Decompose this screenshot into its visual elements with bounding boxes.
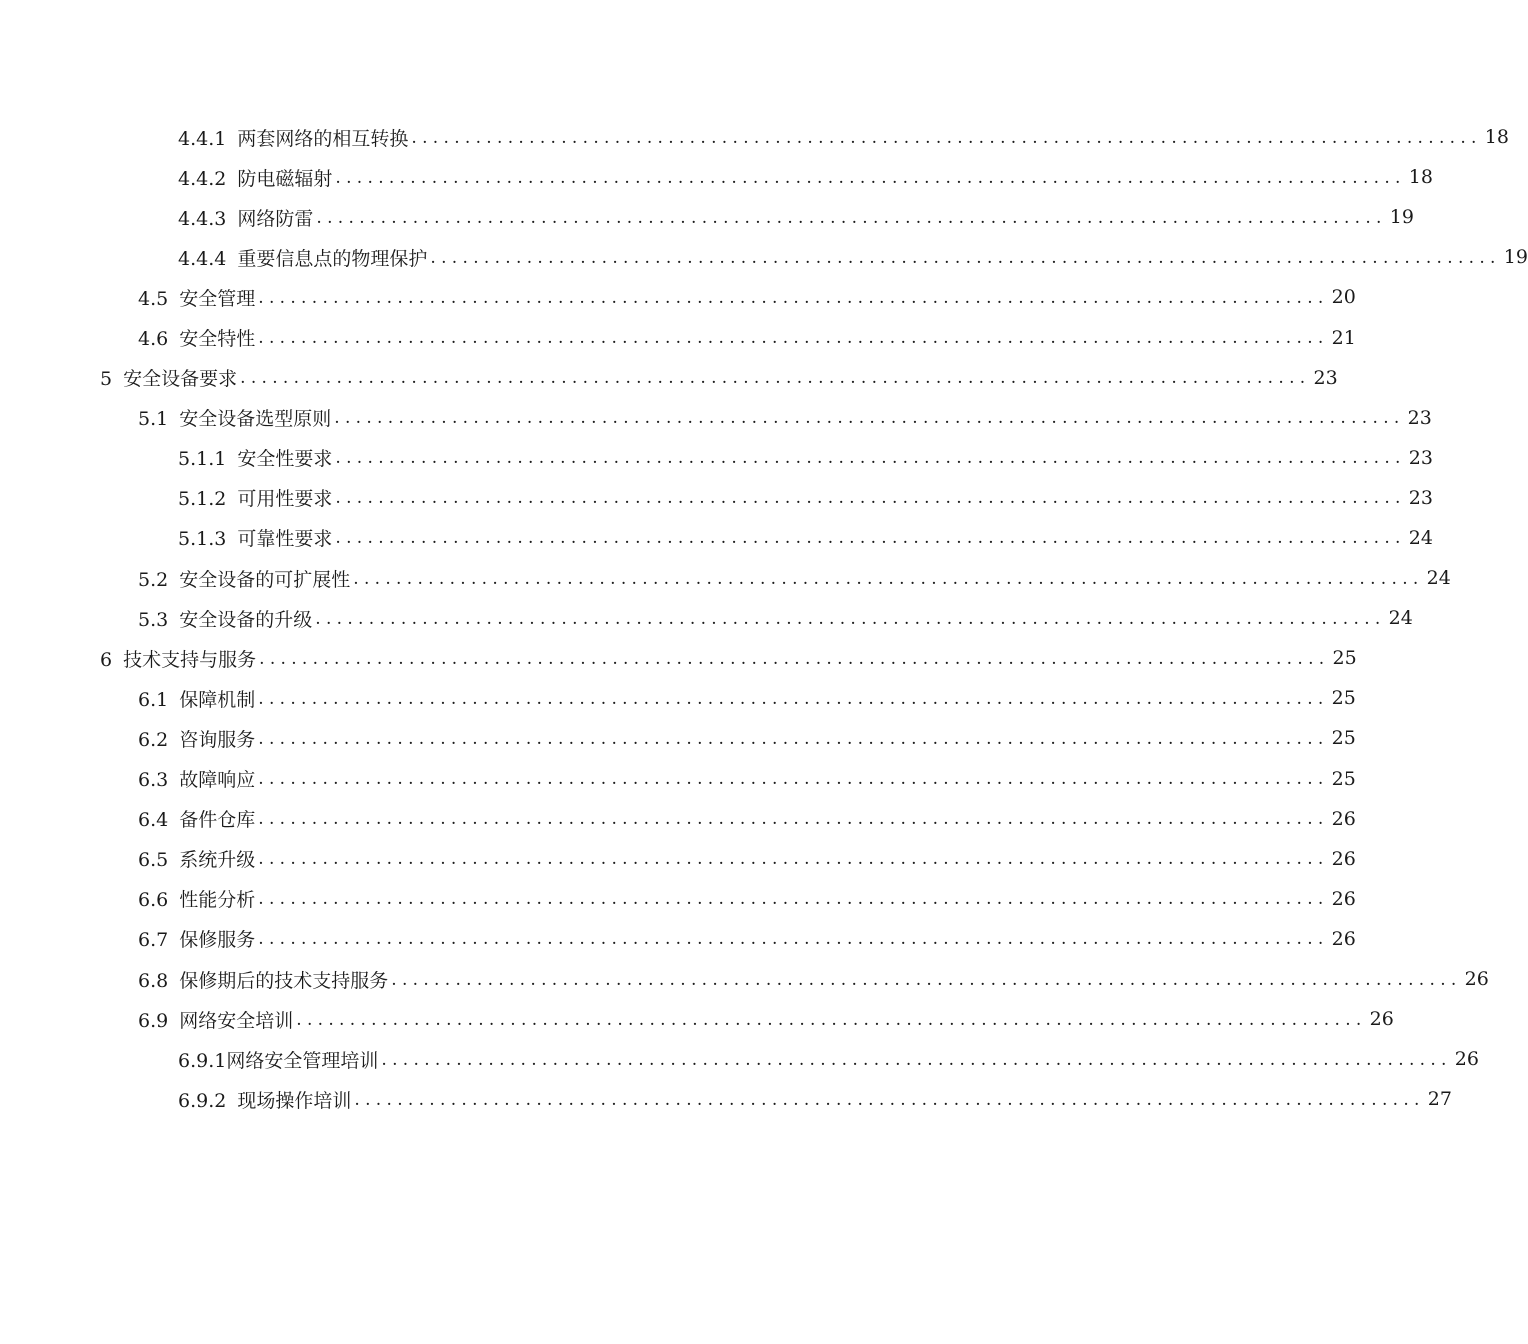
toc-entry[interactable] xyxy=(0,678,1356,718)
toc-dot-leader: .................................................................................................... xyxy=(258,688,1329,709)
toc-dot-leader: .................................................................................................... xyxy=(258,287,1329,308)
toc-entry[interactable] xyxy=(0,558,1451,598)
toc-page-number: 26 xyxy=(1331,927,1356,950)
toc-page-number: 26 xyxy=(1331,847,1356,870)
toc-entry-title xyxy=(138,324,255,351)
toc-entry[interactable] xyxy=(0,518,1433,558)
toc-dot-leader: .................................................................................................... xyxy=(296,1009,1367,1030)
toc-page-number: 24 xyxy=(1388,607,1413,630)
toc-page-number: 26 xyxy=(1464,968,1489,991)
toc-entry-number: 6.2 xyxy=(138,728,169,751)
toc-dot-leader: .................................................................................................... xyxy=(258,809,1329,830)
toc-entry[interactable] xyxy=(0,598,1413,638)
toc-entry-text: 安全管理 xyxy=(179,287,256,310)
toc-entry[interactable] xyxy=(0,478,1433,518)
toc-entry-title xyxy=(178,244,427,271)
toc-entry[interactable] xyxy=(0,358,1338,398)
toc-page-number: 23 xyxy=(1408,446,1433,469)
toc-dot-leader: .................................................................................................... xyxy=(391,969,1462,990)
toc-entry[interactable] xyxy=(0,1079,1452,1119)
toc-entry[interactable] xyxy=(0,277,1356,317)
toc-dot-leader: .................................................................................................... xyxy=(259,648,1330,669)
toc-entry-text: 备件仓库 xyxy=(179,809,256,832)
toc-dot-leader: .................................................................................................... xyxy=(258,328,1329,349)
toc-entry[interactable] xyxy=(0,398,1432,438)
toc-entry-text: 保障机制 xyxy=(179,688,256,711)
toc-page-number: 25 xyxy=(1331,687,1356,710)
toc-entry-title xyxy=(138,284,255,311)
toc-entry-title xyxy=(138,605,312,632)
toc-dot-leader: .................................................................................................... xyxy=(335,488,1406,509)
toc-dot-leader: .................................................................................................... xyxy=(335,167,1406,188)
toc-entry-title xyxy=(138,565,350,592)
toc-dot-leader: .................................................................................................... xyxy=(353,568,1424,589)
toc-entry-text: 防电磁辐射 xyxy=(237,167,333,190)
toc-entry-text: 安全特性 xyxy=(179,328,256,351)
toc-entry-number: 4.5 xyxy=(138,287,169,310)
toc-entry[interactable] xyxy=(0,157,1433,197)
toc-entry[interactable] xyxy=(0,759,1356,799)
toc-dot-leader: .................................................................................................... xyxy=(430,247,1501,268)
toc-entry[interactable] xyxy=(0,638,1357,678)
toc-entry-text: 安全设备的升级 xyxy=(179,608,313,631)
toc-entry-title xyxy=(178,1086,351,1113)
toc-page-number: 24 xyxy=(1408,526,1433,549)
toc-entry-title xyxy=(138,404,331,431)
toc-dot-leader: .................................................................................................... xyxy=(258,929,1329,950)
toc-entry-title xyxy=(138,765,255,792)
toc-entry[interactable] xyxy=(0,999,1394,1039)
toc-entry[interactable] xyxy=(0,1039,1479,1079)
toc-page-number: 23 xyxy=(1313,366,1338,389)
toc-entry[interactable] xyxy=(0,799,1356,839)
toc-entry-number: 6.6 xyxy=(138,889,169,912)
toc-entry[interactable] xyxy=(0,197,1414,237)
toc-entry-number: 6.3 xyxy=(138,769,169,792)
toc-entry-number: 5.3 xyxy=(138,608,169,631)
toc-entry-text: 安全设备要求 xyxy=(123,368,238,391)
toc-page-number: 25 xyxy=(1332,647,1357,670)
toc-dot-leader: .................................................................................................... xyxy=(258,728,1329,749)
toc-entry-text: 性能分析 xyxy=(179,889,256,912)
toc-dot-leader: .................................................................................................... xyxy=(258,769,1329,790)
table-of-contents xyxy=(0,117,1528,1119)
toc-entry-text: 网络安全管理培训 xyxy=(226,1049,379,1072)
toc-entry-number: 6 xyxy=(100,648,113,671)
toc-page-number: 18 xyxy=(1408,166,1433,189)
toc-entry-number: 5.1 xyxy=(138,408,169,431)
toc-entry[interactable] xyxy=(0,117,1509,157)
toc-dot-leader: .................................................................................................... xyxy=(354,1089,1425,1110)
toc-entry-text: 安全性要求 xyxy=(237,448,333,471)
toc-entry-number: 6.7 xyxy=(138,929,169,952)
toc-entry-number: 5.1.3 xyxy=(178,528,227,551)
toc-entry-text: 现场操作培训 xyxy=(237,1089,352,1112)
toc-entry-number: 6.9 xyxy=(138,1009,169,1032)
toc-entry[interactable] xyxy=(0,879,1356,919)
toc-entry[interactable] xyxy=(0,959,1489,999)
toc-dot-leader: .................................................................................................... xyxy=(335,448,1406,469)
toc-entry-title xyxy=(178,164,332,191)
toc-entry-text: 重要信息点的物理保护 xyxy=(237,247,428,270)
toc-page-number: 25 xyxy=(1331,767,1356,790)
toc-entry-title xyxy=(138,685,255,712)
toc-dot-leader: .................................................................................................... xyxy=(240,368,1311,389)
toc-page-number: 18 xyxy=(1484,126,1509,149)
toc-entry-number: 6.8 xyxy=(138,969,169,992)
toc-page-number: 25 xyxy=(1331,727,1356,750)
toc-entry-title xyxy=(138,1006,293,1033)
toc-page-number: 26 xyxy=(1454,1048,1479,1071)
toc-entry-text: 保修期后的技术支持服务 xyxy=(179,969,389,992)
toc-entry-title xyxy=(178,444,332,471)
toc-page-number: 23 xyxy=(1408,486,1433,509)
toc-dot-leader: .................................................................................................... xyxy=(411,127,1482,148)
toc-page-number: 19 xyxy=(1389,206,1414,229)
toc-entry-text: 网络防雷 xyxy=(237,207,314,230)
toc-entry-number: 4.4.1 xyxy=(178,127,227,150)
toc-dot-leader: .................................................................................................... xyxy=(315,608,1386,629)
toc-dot-leader: .................................................................................................... xyxy=(335,528,1406,549)
toc-entry-text: 网络安全培训 xyxy=(179,1009,294,1032)
toc-entry-number: 5.1.2 xyxy=(178,488,227,511)
toc-entry-title xyxy=(178,1046,378,1073)
toc-page-number: 26 xyxy=(1331,887,1356,910)
toc-entry[interactable] xyxy=(0,919,1356,959)
toc-entry-number: 4.4.2 xyxy=(178,167,227,190)
toc-entry-text: 保修服务 xyxy=(179,929,256,952)
toc-entry-title xyxy=(138,885,255,912)
toc-page-number: 26 xyxy=(1331,807,1356,830)
toc-entry-number: 6.5 xyxy=(138,849,169,872)
toc-entry-number: 5.2 xyxy=(138,568,169,591)
toc-entry[interactable] xyxy=(0,718,1356,758)
toc-entry-number: 4.4.4 xyxy=(178,247,227,270)
toc-entry-text: 故障响应 xyxy=(179,769,256,792)
toc-entry-text: 技术支持与服务 xyxy=(123,648,257,671)
toc-entry-text: 安全设备的可扩展性 xyxy=(179,568,351,591)
toc-entry-text: 可靠性要求 xyxy=(237,528,333,551)
toc-entry-number: 5 xyxy=(100,368,113,391)
toc-entry-title xyxy=(138,925,255,952)
toc-entry[interactable] xyxy=(0,839,1356,879)
toc-dot-leader: .................................................................................................... xyxy=(334,408,1405,429)
toc-entry-number: 5.1.1 xyxy=(178,448,227,471)
toc-page-number: 23 xyxy=(1407,406,1432,429)
toc-entry-number: 4.6 xyxy=(138,328,169,351)
toc-entry-number: 6.1 xyxy=(138,688,169,711)
toc-page-number: 24 xyxy=(1426,567,1451,590)
toc-entry-title xyxy=(138,845,255,872)
toc-page-number: 26 xyxy=(1369,1008,1394,1031)
toc-entry-title xyxy=(138,725,255,752)
toc-entry-number: 6.4 xyxy=(138,809,169,832)
toc-entry[interactable] xyxy=(0,317,1356,357)
toc-entry-text: 安全设备选型原则 xyxy=(179,408,332,431)
toc-page-number: 27 xyxy=(1427,1088,1452,1111)
toc-page-number: 21 xyxy=(1331,326,1356,349)
toc-entry-title xyxy=(138,805,255,832)
toc-entry-text: 两套网络的相互转换 xyxy=(237,127,409,150)
toc-entry-number: 6.9.2 xyxy=(178,1089,227,1112)
toc-entry-number: 4.4.3 xyxy=(178,207,227,230)
toc-dot-leader: .................................................................................................... xyxy=(316,207,1387,228)
toc-entry-title xyxy=(100,645,256,672)
toc-dot-leader: .................................................................................................... xyxy=(258,889,1329,910)
toc-entry-title xyxy=(178,484,332,511)
toc-entry-text: 可用性要求 xyxy=(237,488,333,511)
toc-entry-number: 6.9.1 xyxy=(178,1049,227,1072)
toc-entry-text: 系统升级 xyxy=(179,849,256,872)
toc-entry-title xyxy=(100,364,237,391)
toc-entry[interactable] xyxy=(0,438,1433,478)
toc-entry-title xyxy=(138,966,388,993)
toc-page-number: 20 xyxy=(1331,286,1356,309)
toc-entry-title xyxy=(178,124,408,151)
toc-entry[interactable] xyxy=(0,237,1528,277)
toc-entry-title xyxy=(178,204,313,231)
toc-entry-title xyxy=(178,524,332,551)
toc-dot-leader: .................................................................................................... xyxy=(258,849,1329,870)
toc-dot-leader: .................................................................................................... xyxy=(381,1049,1452,1070)
toc-entry-text: 咨询服务 xyxy=(179,728,256,751)
toc-page-number: 19 xyxy=(1503,246,1528,269)
